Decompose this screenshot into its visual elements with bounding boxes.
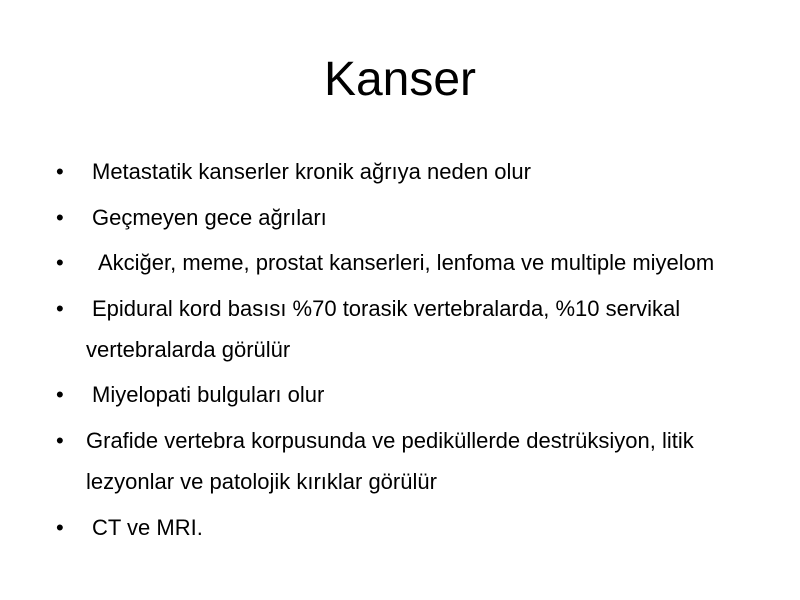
bullet-item <box>56 288 760 370</box>
bullet-text: Grafide vertebra korpusunda ve pediküllerde destrüksiyon, litik lezyonlar ve patolojik kırıklar görülür <box>86 427 694 494</box>
bullet-text: Miyelopati bulguları olur <box>92 382 325 408</box>
bullet-item <box>56 507 760 548</box>
bullet-marker: • <box>56 427 64 453</box>
bullet-marker: • <box>56 295 64 321</box>
bullet-marker: • <box>56 204 64 230</box>
bullet-marker: • <box>56 514 64 540</box>
bullet-text: CT ve MRI. <box>92 514 203 540</box>
bullet-marker: • <box>56 159 64 184</box>
bullet-item <box>56 242 760 283</box>
bullet-marker: • <box>56 382 64 408</box>
bullet-item <box>56 374 760 415</box>
bullet-item <box>56 151 760 192</box>
bullet-item <box>56 197 760 238</box>
bullet-text: Geçmeyen gece ağrıları <box>92 204 327 230</box>
bullet-text: Epidural kord basısı %70 torasik vertebralarda, %10 servikal vertebralarda görülür <box>86 295 681 362</box>
bullet-text: Metastatik kanserler kronik ağrıya neden olur <box>92 159 531 184</box>
bullet-text: Akciğer, meme, prostat kanserleri, lenfoma ve multiple miyelom <box>98 250 715 276</box>
slide-title: Kanser <box>323 53 477 106</box>
bullet-marker: • <box>56 250 64 276</box>
bullet-list <box>56 151 760 552</box>
bullet-item <box>56 420 760 502</box>
